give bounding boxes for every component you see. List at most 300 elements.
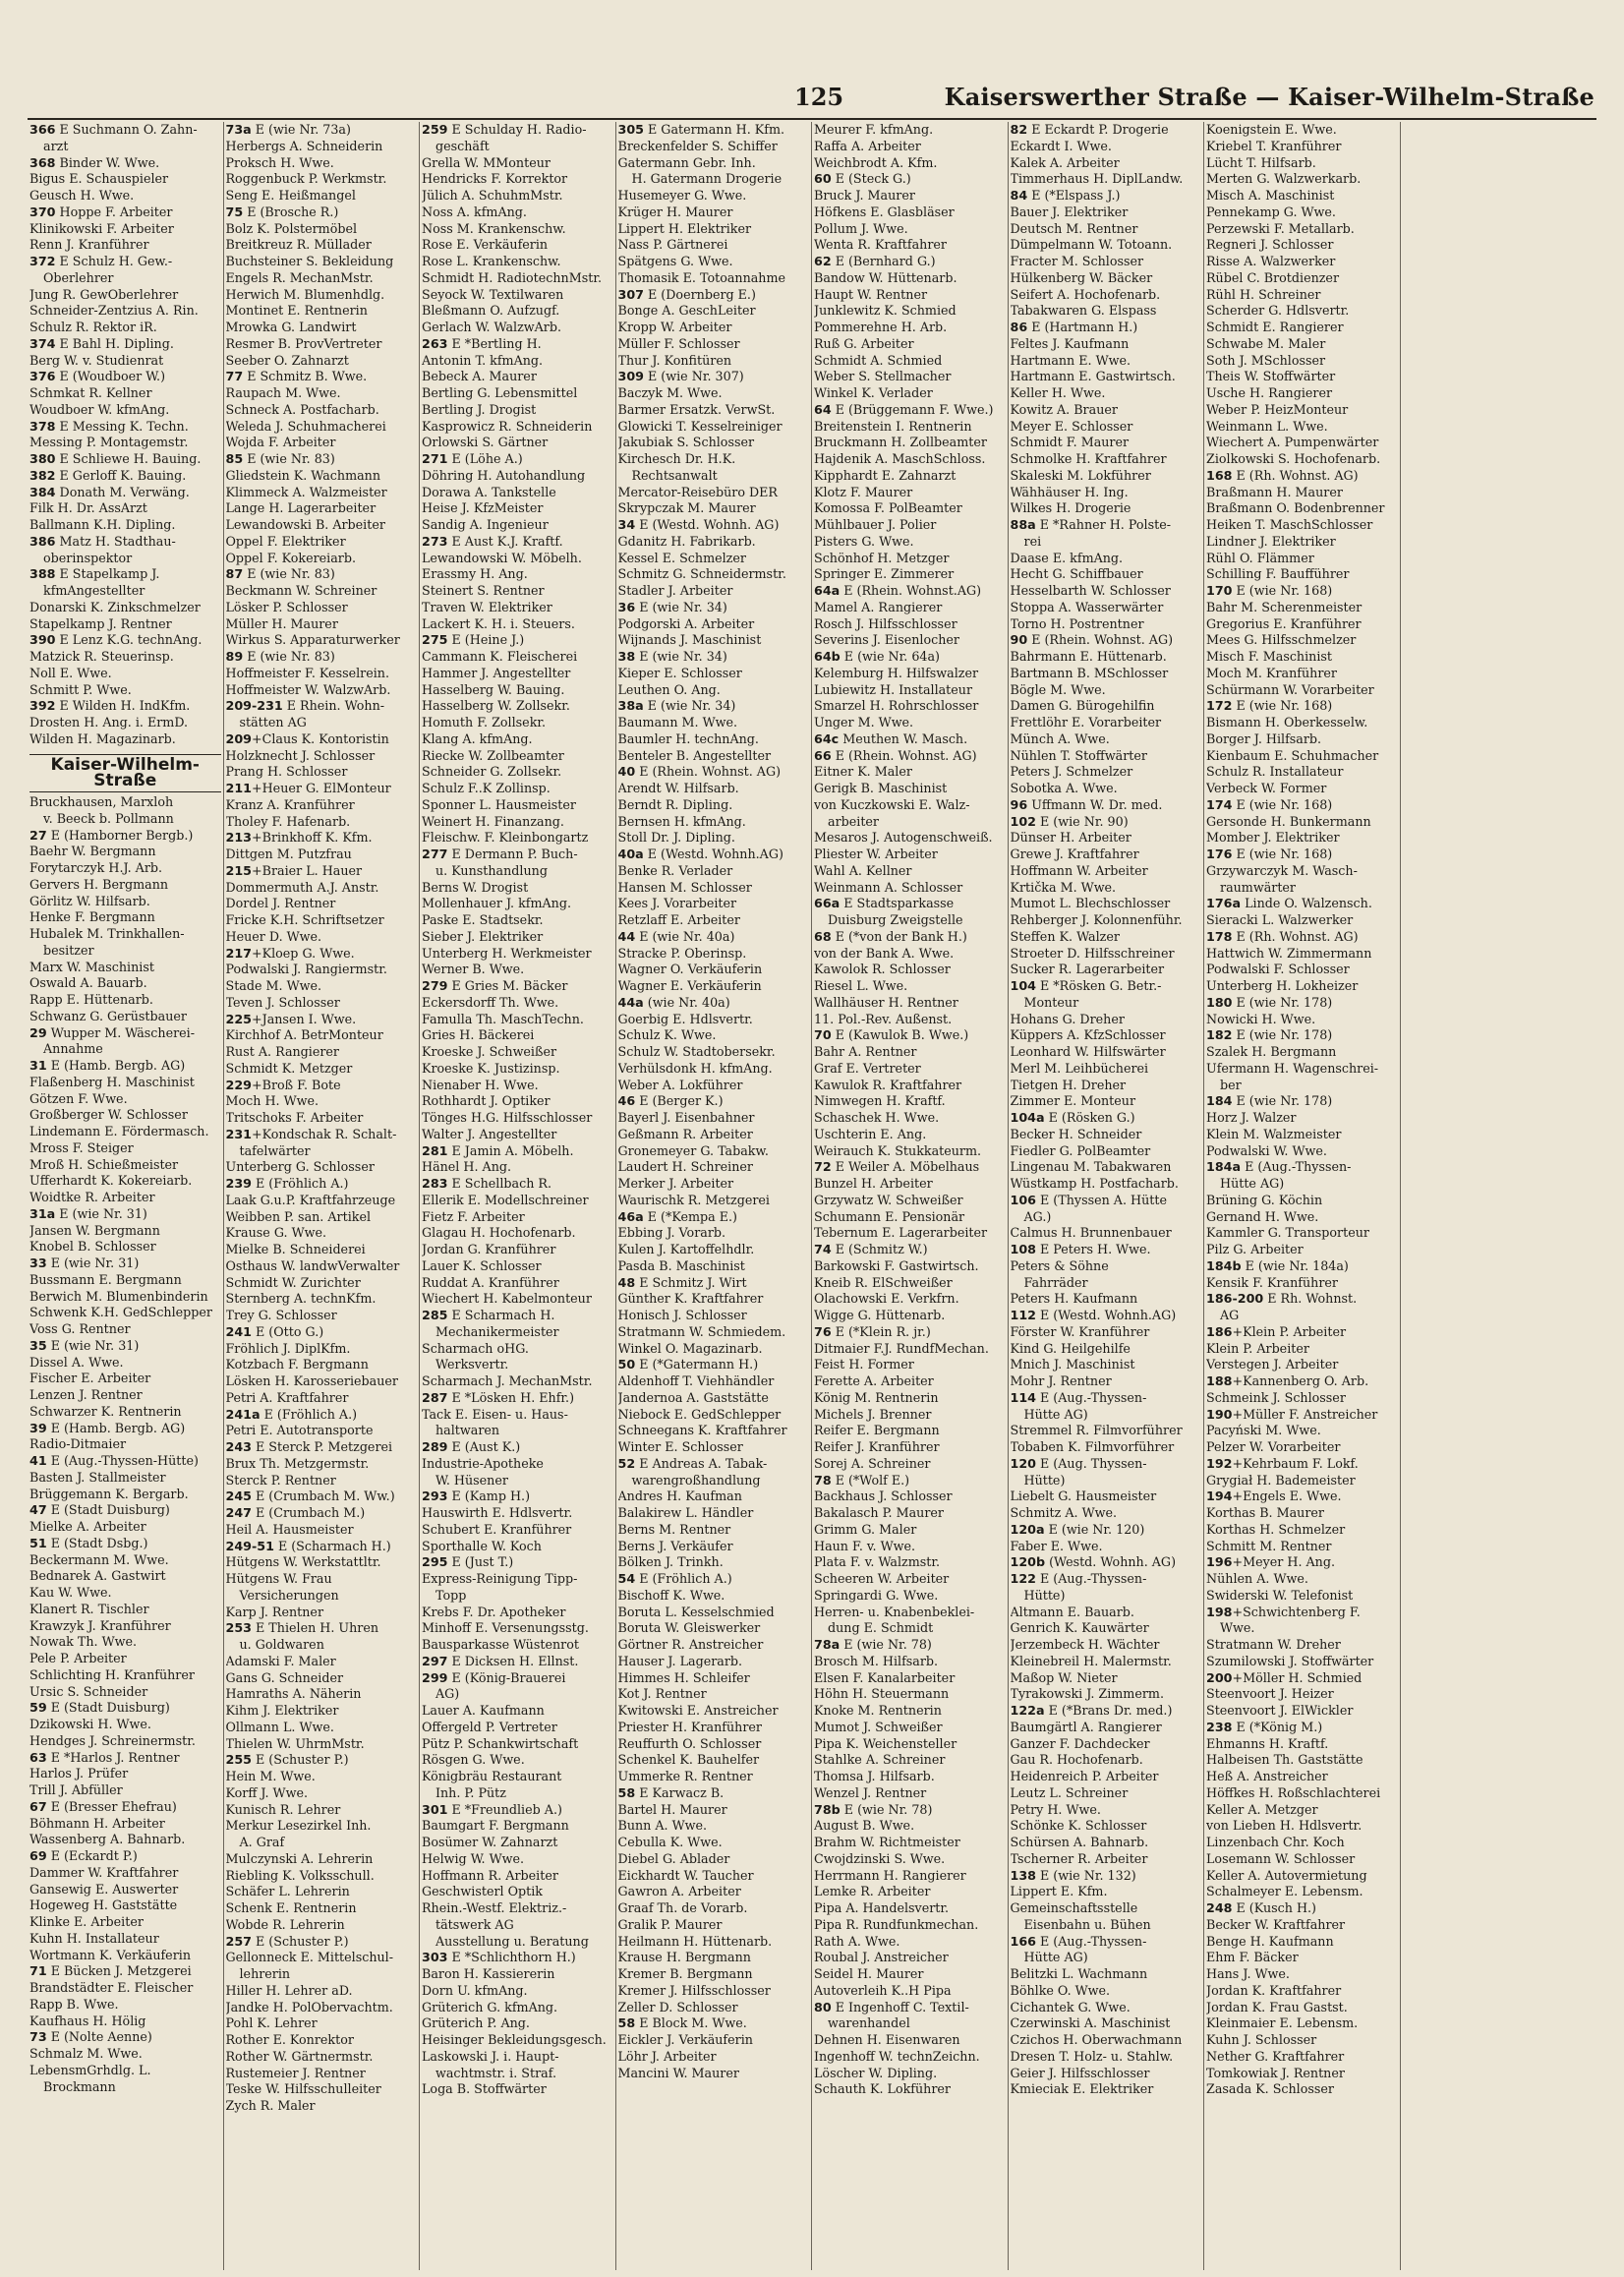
directory-entry: Meyer E. Schlosser	[1010, 418, 1133, 434]
house-number: 215	[225, 862, 252, 878]
directory-entry: 176a Linde O. Walzensch.	[1206, 896, 1372, 911]
directory-entry: Hesselbarth W. Schlosser	[1010, 583, 1171, 598]
directory-entry: Merkur Lesezirkel Inh.	[225, 1818, 372, 1834]
directory-entry: 281 E Jamin A. Möbelh.	[422, 1142, 574, 1158]
directory-entry: 301 E *Freundlieb A.)	[422, 1801, 562, 1817]
directory-entry: Torno H. Postrentner	[1010, 615, 1144, 631]
directory-entry: Plata F. v. Walzmstr.	[814, 1554, 941, 1570]
directory-entry: Mollenhauer J. kfmAng.	[422, 896, 572, 911]
directory-entry: Antonin T. kfmAng.	[422, 352, 544, 368]
directory-entry: Damen G. Bürogehilfin	[1010, 698, 1155, 714]
house-number: 213	[225, 830, 252, 846]
directory-entry: 247 E (Crumbach M.)	[225, 1505, 366, 1520]
directory-entry: Horz J. Walzer	[1206, 1110, 1297, 1125]
directory-entry: Baumler H. technAng.	[617, 730, 759, 746]
directory-entry: A. Graf	[239, 1835, 285, 1849]
directory-entry: Rath A. Wwe.	[814, 1933, 900, 1949]
directory-entry: Hogeweg H. Gaststätte	[29, 1898, 178, 1913]
house-number: 46	[617, 1093, 636, 1109]
directory-entry: Kau W. Wwe.	[29, 1585, 112, 1600]
directory-entry: Drosten H. Ang. i. ErmD.	[29, 715, 189, 730]
directory-entry: Podwalski J. Rangiermstr.	[225, 962, 387, 977]
directory-entry: Radio-Ditmaier	[29, 1436, 127, 1452]
directory-entry: Mamel A. Rangierer	[814, 599, 943, 614]
directory-entry: Springardi G. Wwe.	[814, 1587, 939, 1603]
house-number: 31a	[29, 1205, 56, 1221]
directory-entry: Weber S. Stellmacher	[814, 369, 952, 384]
directory-entry: Homuth F. Zollsekr.	[422, 715, 547, 730]
directory-entry: Prang H. Schlosser	[225, 764, 348, 780]
directory-entry: Berg W. v. Studienrat	[29, 352, 164, 368]
directory-entry: Bahrmann E. Hüttenarb.	[1010, 649, 1167, 664]
directory-entry: Severins J. Eisenlocher	[814, 632, 959, 648]
house-number: 176	[1206, 847, 1233, 861]
directory-entry: Risse A. Walzwerker	[1206, 254, 1336, 268]
directory-entry: Mercator-Reisebüro DER	[617, 484, 778, 499]
directory-entry: Smarzel H. Rohrschlosser	[814, 698, 979, 714]
directory-entry: Sobotka A. Wwe.	[1010, 781, 1118, 795]
directory-entry: Merker J. Arbeiter	[617, 1176, 734, 1191]
house-number: 176a	[1206, 896, 1242, 911]
directory-entry: Hänel H. Ang.	[422, 1159, 512, 1175]
directory-entry: Tritschoks F. Arbeiter	[225, 1110, 364, 1125]
directory-entry: 285 E Scharmach H.	[422, 1308, 555, 1322]
directory-entry: Bausparkasse Wüstenrot	[422, 1637, 579, 1652]
directory-entry: Bleßmann O. Aufzugf.	[422, 303, 560, 319]
directory-entry: Hülkenberg W. Bäcker	[1010, 269, 1153, 285]
directory-entry: Riebling K. Volksschull.	[225, 1867, 375, 1883]
directory-entry: Wiechert H. Kabelmonteur	[422, 1291, 592, 1307]
directory-entry: 279 E Gries M. Bäcker	[422, 978, 568, 993]
directory-entry: Schwabe M. Maler	[1206, 335, 1326, 351]
directory-entry: Geschwisterl Optik	[422, 1884, 543, 1899]
house-number: 295	[422, 1554, 448, 1570]
house-number: 63	[29, 1749, 47, 1765]
directory-entry: Pipa R. Rundfunkmechan.	[814, 1916, 979, 1932]
directory-entry: Stoppa A. Wasserwärter	[1010, 599, 1164, 614]
directory-entry: Rühl O. Flämmer	[1206, 550, 1314, 565]
directory-entry: Krebs F. Dr. Apotheker	[422, 1604, 566, 1619]
directory-entry: 184 E (wie Nr. 178)	[1206, 1093, 1333, 1109]
directory-entry: Herbergs A. Schneiderin	[225, 138, 383, 153]
directory-entry: Kawulok R. Kraftfahrer	[814, 1077, 962, 1092]
directory-entry: 76 E (*Klein R. jr.)	[814, 1323, 931, 1339]
directory-entry: Eisenbahn u. Bühen	[1023, 1916, 1151, 1932]
directory-entry: Spätgens G. Wwe.	[617, 254, 733, 268]
directory-entry: 273 E Aust K.J. Kraftf.	[422, 533, 563, 549]
directory-entry: Unterberg H. Werkmeister	[422, 945, 592, 961]
house-number: 271	[422, 451, 448, 466]
directory-entry: Kriebel T. Kranführer	[1206, 138, 1342, 153]
header-rule	[28, 118, 1596, 120]
directory-entry: Kasprowicz R. Schneiderin	[422, 418, 593, 434]
house-number: 229	[225, 1077, 252, 1092]
directory-entry: Misch F. Maschinist	[1206, 649, 1333, 664]
directory-entry: Renn J. Kranführer	[29, 237, 149, 253]
directory-entry: Thielen W. UhrmMstr.	[225, 1735, 365, 1751]
house-number: 27	[29, 827, 47, 843]
directory-entry: Rother W. Gärtnermstr.	[225, 2048, 374, 2064]
directory-entry: 58 E Karwacz B.	[617, 1784, 725, 1800]
house-number: 114	[1010, 1389, 1036, 1405]
directory-entry: Lewandowski W. Möbelh.	[422, 550, 582, 565]
directory-entry: 287 E *Lösken H. Ehfr.)	[422, 1389, 575, 1405]
directory-entry: Topp	[435, 1587, 467, 1603]
house-number: 287	[422, 1389, 448, 1405]
directory-entry: 376 E (Woudboer W.)	[29, 369, 166, 384]
directory-entry: Krawzyk J. Kranführer	[29, 1617, 171, 1633]
directory-entry: Seifert A. Hochofenarb.	[1010, 286, 1161, 302]
directory-column-8	[1401, 122, 1597, 2270]
directory-entry: 34 E (Westd. Wohnh. AG)	[617, 517, 780, 532]
directory-entry: Schwarzer K. Rentnerin	[29, 1403, 182, 1419]
house-number: 255	[225, 1752, 252, 1768]
directory-entry: Grzywatz W. Schweißer	[814, 1192, 963, 1207]
house-number: 80	[814, 1999, 832, 2014]
directory-entry: Stadler J. Arbeiter	[617, 583, 733, 598]
house-number: 62	[814, 254, 832, 268]
directory-entry: Höfkens E. Glasbläser	[814, 204, 955, 219]
directory-entry: Schenk E. Rentnerin	[225, 1900, 357, 1915]
directory-entry: Dorawa A. Tankstelle	[422, 484, 556, 499]
directory-entry: 67 E (Bresser Ehefrau)	[29, 1798, 177, 1814]
directory-entry: Rehberger J. Kolonnenführ.	[1010, 912, 1183, 927]
directory-entry: 309 E (wie Nr. 307)	[617, 369, 744, 384]
directory-entry: Deutsch M. Rentner	[1010, 220, 1138, 236]
directory-entry: Pipa K. Weichensteller	[814, 1735, 957, 1751]
directory-entry: Kneib R. ElSchweißer	[814, 1274, 953, 1290]
directory-entry: Hütgens W. Werkstattltr.	[225, 1554, 381, 1570]
directory-entry: Schulz K. Wwe.	[617, 1027, 717, 1043]
directory-entry: Ufferhardt K. Kokereiarb.	[29, 1173, 193, 1189]
house-number: 40	[617, 764, 636, 780]
directory-entry: Flaßenberg H. Maschinist	[29, 1074, 195, 1089]
house-number: 72	[814, 1159, 832, 1175]
directory-entry: Sorej A. Schreiner	[814, 1455, 931, 1471]
directory-entry: Tack E. Eisen- u. Haus-	[422, 1406, 568, 1422]
house-number: 138	[1010, 1867, 1036, 1883]
directory-entry: Rapp E. Hüttenarb.	[29, 992, 153, 1007]
house-number: 374	[29, 335, 56, 351]
directory-entry: 88a E *Rahner H. Polste-	[1010, 517, 1172, 532]
directory-entry: Steenvoort J. Heizer	[1206, 1686, 1334, 1702]
directory-entry: 46a E (*Kempa E.)	[617, 1208, 737, 1224]
house-number: 279	[422, 978, 448, 993]
directory-entry: Moch M. Kranführer	[1206, 665, 1337, 680]
directory-entry: 66 E (Rhein. Wohnst. AG)	[814, 747, 977, 763]
directory-entry: Jordan K. Frau Gastst.	[1206, 1999, 1348, 2014]
directory-entry: Schmidt W. Zurichter	[225, 1274, 361, 1290]
house-number: 305	[617, 122, 644, 137]
house-number: 231	[225, 1126, 252, 1141]
house-number: 166	[1010, 1933, 1036, 1949]
directory-entry: Herwich M. Blumenhdlg.	[225, 286, 385, 302]
directory-entry: Kowitz A. Brauer	[1010, 401, 1118, 417]
directory-entry: Tscherner R. Arbeiter	[1010, 1850, 1148, 1866]
directory-entry: Mielke A. Arbeiter	[29, 1519, 146, 1534]
directory-entry: Podwalski W. Wwe.	[1206, 1142, 1327, 1158]
directory-entry: 58 E Block M. Wwe.	[617, 2015, 747, 2031]
house-number: 253	[225, 1620, 252, 1636]
house-number: 122a	[1010, 1703, 1045, 1718]
directory-entry: 295 E (Just T.)	[422, 1554, 514, 1570]
directory-entry: Mees G. Hilfsschmelzer	[1206, 632, 1357, 648]
directory-entry: 80 E Ingenhoff C. Textil-	[814, 1999, 969, 2014]
directory-entry: Diebel G. Ablader	[617, 1850, 730, 1866]
directory-entry: Weinmann A. Schlosser	[814, 879, 963, 895]
directory-entry: Husemeyer G. Wwe.	[617, 188, 747, 203]
house-number: 86	[1010, 320, 1028, 334]
directory-entry: Andres H. Kaufman	[617, 1489, 742, 1504]
directory-entry: 200+Möller H. Schmied	[1206, 1669, 1363, 1685]
directory-entry: Tyrakowski J. Zimmerm.	[1010, 1686, 1164, 1702]
directory-entry: Szumilowski J. Stoffwärter	[1206, 1653, 1374, 1668]
directory-entry: Mohr J. Rentner	[1010, 1373, 1112, 1388]
directory-entry: Engels R. MechanMstr.	[225, 269, 374, 285]
directory-entry: Bauer J. Elektriker	[1010, 204, 1129, 219]
directory-entry: Jülich A. SchuhmMstr.	[422, 188, 563, 203]
house-number: 120	[1010, 1455, 1036, 1471]
directory-entry: Zych R. Maler	[225, 2098, 316, 2113]
directory-entry: Brockmann	[43, 2078, 116, 2094]
directory-entry: 54 E (Fröhlich A.)	[617, 1571, 732, 1586]
directory-entry: Ingenhoff W. technZeichn.	[814, 2048, 980, 2064]
house-number: 40a	[617, 847, 644, 861]
directory-entry: Hendricks F. Korrektor	[422, 171, 568, 187]
directory-entry: Fiedler G. PolBeamter	[1010, 1142, 1151, 1158]
directory-entry: Rübel C. Brotdienzer	[1206, 269, 1340, 285]
directory-entry: Gronemeyer G. Tabakw.	[617, 1142, 769, 1158]
house-number: 44	[617, 928, 636, 944]
directory-entry: ber	[1220, 1077, 1242, 1092]
directory-entry: v. Beeck b. Pollmann	[43, 810, 174, 826]
house-number: 64a	[814, 583, 841, 598]
directory-entry: Fricke K.H. Schriftsetzer	[225, 912, 384, 927]
directory-entry: Kaufhaus H. Hölig	[29, 2013, 146, 2028]
directory-entry: Szalek H. Bergmann	[1206, 1044, 1337, 1059]
directory-entry: Sucker R. Lagerarbeiter	[1010, 962, 1165, 977]
directory-entry: Hütte AG)	[1220, 1176, 1285, 1191]
directory-entry: Hauser J. Lagerarb.	[617, 1653, 743, 1668]
directory-entry: 27 E (Hamborner Bergb.)	[29, 827, 194, 843]
house-number: 120a	[1010, 1521, 1045, 1537]
directory-entry: Wobde R. Lehrerin	[225, 1916, 345, 1932]
directory-entry: Baumgart F. Bergmann	[422, 1818, 569, 1834]
directory-entry: Ditmaier F.J. RundfMechan.	[814, 1340, 989, 1356]
directory-entry: Trill J. Abfüller	[29, 1782, 123, 1797]
directory-entry: Krause H. Bergmann	[617, 1950, 751, 1965]
directory-entry: Breitkreuz R. Müllader	[225, 237, 372, 253]
directory-entry: Bigus E. Schauspieler	[29, 171, 169, 187]
directory-entry: 114 E (Aug.-Thyssen-	[1010, 1389, 1147, 1405]
house-number: 84	[1010, 188, 1028, 203]
directory-entry: 68 E (*von der Bank H.)	[814, 928, 967, 944]
directory-entry: Berns M. Rentner	[617, 1521, 731, 1537]
house-number: 301	[422, 1801, 448, 1817]
directory-entry: Oppel F. Elektriker	[225, 533, 346, 549]
house-number: 58	[617, 1784, 636, 1800]
directory-entry: Bruck J. Maurer	[814, 188, 915, 203]
directory-entry: Großberger W. Schlosser	[29, 1107, 188, 1123]
directory-entry: 60 E (Steck G.)	[814, 171, 911, 187]
directory-entry: Fischer E. Arbeiter	[29, 1371, 151, 1386]
directory-entry: Wenta R. Kraftfahrer	[814, 237, 947, 253]
directory-entry: Klang A. kfmAng.	[422, 730, 533, 746]
directory-entry: 170 E (wie Nr. 168)	[1206, 583, 1333, 598]
directory-entry: Kuhn H. Installateur	[29, 1930, 159, 1946]
directory-entry: 392 E Wilden H. IndKfm.	[29, 698, 191, 714]
directory-entry: 73a E (wie Nr. 73a)	[225, 122, 351, 137]
directory-entry: Tietgen H. Dreher	[1010, 1077, 1127, 1092]
house-number: 209	[225, 730, 252, 746]
directory-entry: Schenkel K. Bauhelfer	[617, 1752, 760, 1768]
directory-entry: Dordel J. Rentner	[225, 896, 336, 911]
directory-entry: Berns J. Verkäufer	[617, 1538, 733, 1553]
directory-entry: 70 E (Kawulok B. Wwe.)	[814, 1027, 969, 1043]
house-number: 273	[422, 533, 448, 549]
directory-entry: Hartmann E. Wwe.	[1010, 352, 1131, 368]
house-number: 376	[29, 369, 56, 384]
directory-entry: Eitner K. Maler	[814, 764, 912, 780]
directory-entry: Weibben P. san. Artikel	[225, 1208, 372, 1224]
directory-entry: 50 E (*Gatermann H.)	[617, 1357, 759, 1372]
directory-entry: Hansen M. Schlosser	[617, 879, 752, 895]
house-number: 392	[29, 698, 56, 714]
directory-entry: Maßop W. Nieter	[1010, 1669, 1118, 1685]
directory-entry: Junklewitz K. Schmied	[814, 303, 957, 319]
directory-entry: AG)	[435, 1686, 460, 1702]
directory-entry: Famulla Th. MaschTechn.	[422, 1011, 584, 1026]
directory-entry: Kremer J. Hilfsschlosser	[617, 1982, 771, 1998]
directory-entry: Nienaber H. Wwe.	[422, 1077, 539, 1092]
directory-entry: Hajdenik A. MaschSchloss.	[814, 451, 986, 466]
directory-column-6	[1009, 122, 1205, 2270]
directory-entry: Grimm G. Maler	[814, 1521, 917, 1537]
directory-columns	[28, 122, 1596, 2270]
house-number: 71	[29, 1963, 47, 1979]
directory-entry: Seidel H. Maurer	[814, 1966, 924, 1981]
directory-entry: Gries H. Bäckerei	[422, 1027, 535, 1043]
directory-entry: wachtmstr. i. Straf.	[435, 2065, 556, 2080]
directory-entry: 44 E (wie Nr. 40a)	[617, 928, 735, 944]
directory-entry: Wilkes H. Drogerie	[1010, 500, 1131, 516]
directory-entry: Baumann M. Wwe.	[617, 715, 738, 730]
directory-entry: Sieber J. Elektriker	[422, 928, 544, 944]
house-number: 41	[29, 1453, 47, 1468]
directory-entry: Kroeske K. Justizinsp.	[422, 1060, 560, 1076]
house-number: 309	[617, 369, 644, 384]
directory-entry: Stremmel R. Filmvorführer	[1010, 1423, 1183, 1438]
house-number: 38	[617, 649, 636, 664]
house-number: 88a	[1010, 517, 1036, 532]
directory-entry: Laak G.u.P. Kraftfahrzeuge	[225, 1192, 396, 1207]
house-number: 368	[29, 154, 56, 170]
directory-entry: Becker H. Schneider	[1010, 1126, 1142, 1141]
directory-entry: Monteur	[1023, 994, 1079, 1010]
directory-entry: Tabakwaren G. Elspass	[1010, 303, 1157, 319]
house-number: 285	[422, 1308, 448, 1322]
directory-entry: Heise J. KfzMeister	[422, 500, 544, 516]
directory-entry: Heiken T. MaschSchlosser	[1206, 517, 1373, 532]
directory-entry: Bruckmann H. Zollbeamter	[814, 435, 987, 450]
directory-entry: Hamraths A. Näherin	[225, 1686, 362, 1702]
house-number: 66a	[814, 896, 841, 911]
directory-entry: Rother E. Konrektor	[225, 2032, 354, 2047]
directory-entry: Kroeske J. Schweißer	[422, 1044, 557, 1059]
directory-entry: Weinert H. Finanzang.	[422, 813, 564, 829]
directory-entry: Cammann K. Fleischerei	[422, 649, 578, 664]
directory-entry: Kensik F. Kranführer	[1206, 1274, 1338, 1290]
directory-entry: Schneider G. Zollsekr.	[422, 764, 562, 780]
directory-entry: Jandke H. PolObervachtm.	[225, 1999, 393, 2014]
directory-entry: Geier J. Hilfsschlosser	[1010, 2065, 1150, 2080]
directory-entry: Döhring H. Autohandlung	[422, 467, 586, 483]
directory-entry: Geßmann R. Arbeiter	[617, 1126, 753, 1141]
directory-entry: Wwe.	[1220, 1620, 1255, 1636]
directory-entry: 388 E Stapelkamp J.	[29, 566, 160, 582]
directory-entry: AG	[1220, 1308, 1240, 1322]
directory-entry: 370 Hoppe F. Arbeiter	[29, 204, 173, 219]
house-number: 372	[29, 254, 56, 268]
directory-entry: Uschterin E. Ang.	[814, 1126, 927, 1141]
directory-entry: Beckmann W. Schreiner	[225, 583, 377, 598]
directory-entry: Dünser H. Arbeiter	[1010, 830, 1131, 846]
directory-entry: Wahl A. Kellner	[814, 862, 912, 878]
directory-entry: u. Goldwaren	[239, 1637, 324, 1652]
directory-entry: Pacyński M. Wwe.	[1206, 1423, 1321, 1438]
house-number: 66	[814, 747, 832, 763]
directory-entry: Schneegans K. Kraftfahrer	[617, 1423, 787, 1438]
directory-entry: Koenigstein E. Wwe.	[1206, 122, 1337, 137]
house-number: 184	[1206, 1093, 1233, 1109]
directory-entry: Kalek A. Arbeiter	[1010, 154, 1120, 170]
directory-entry: Jandernoa A. Gaststätte	[617, 1389, 769, 1405]
directory-entry: Zimmer E. Monteur	[1010, 1093, 1136, 1109]
directory-entry: Stroeter D. Hilfsschreiner	[1010, 945, 1175, 961]
directory-entry: Wojda F. Arbeiter	[225, 435, 336, 450]
directory-entry: 112 E (Westd. Wohnh.AG)	[1010, 1308, 1177, 1322]
directory-entry: Gralik P. Maurer	[617, 1916, 723, 1932]
directory-entry: Hiller H. Lehrer aD.	[225, 1982, 353, 1998]
directory-entry: Rose L. Krankenschw.	[422, 254, 561, 268]
directory-entry: Dittgen M. Putzfrau	[225, 847, 352, 861]
directory-entry: Götzen F. Wwe.	[29, 1090, 128, 1106]
directory-entry: Regneri J. Schlosser	[1206, 237, 1334, 253]
directory-entry: Grüterich G. kfmAng.	[422, 1999, 558, 2014]
directory-entry: Genrich K. Kauwärter	[1010, 1620, 1149, 1636]
directory-entry: Krause G. Wwe.	[225, 1225, 327, 1241]
directory-column-1	[28, 122, 224, 2270]
directory-entry: Scharmach oHG.	[422, 1340, 529, 1356]
directory-entry: Bernsen H. kfmAng.	[617, 813, 746, 829]
house-number: 303	[422, 1950, 448, 1965]
house-number: 283	[422, 1176, 448, 1191]
directory-entry: 11. Pol.-Rev. Außenst.	[814, 1011, 953, 1026]
directory-entry: Kieper E. Schlosser	[617, 665, 742, 680]
directory-entry: 194+Engels E. Wwe.	[1206, 1489, 1342, 1504]
house-number: 47	[29, 1502, 47, 1518]
directory-entry: Elsen F. Kanalarbeiter	[814, 1669, 956, 1685]
house-number: 225	[225, 1011, 252, 1026]
directory-entry: 33 E (wie Nr. 31)	[29, 1255, 140, 1270]
directory-entry: Brüggemann K. Bergarb.	[29, 1486, 189, 1501]
directory-entry: Linzenbach Chr. Koch	[1206, 1835, 1345, 1849]
directory-entry: 283 E Schellbach R.	[422, 1176, 551, 1191]
directory-entry: Pilz G. Arbeiter	[1206, 1242, 1304, 1256]
directory-entry: Pisters G. Wwe.	[814, 533, 914, 549]
house-number: 39	[29, 1420, 47, 1435]
directory-entry: Schubert E. Kranführer	[422, 1521, 572, 1537]
